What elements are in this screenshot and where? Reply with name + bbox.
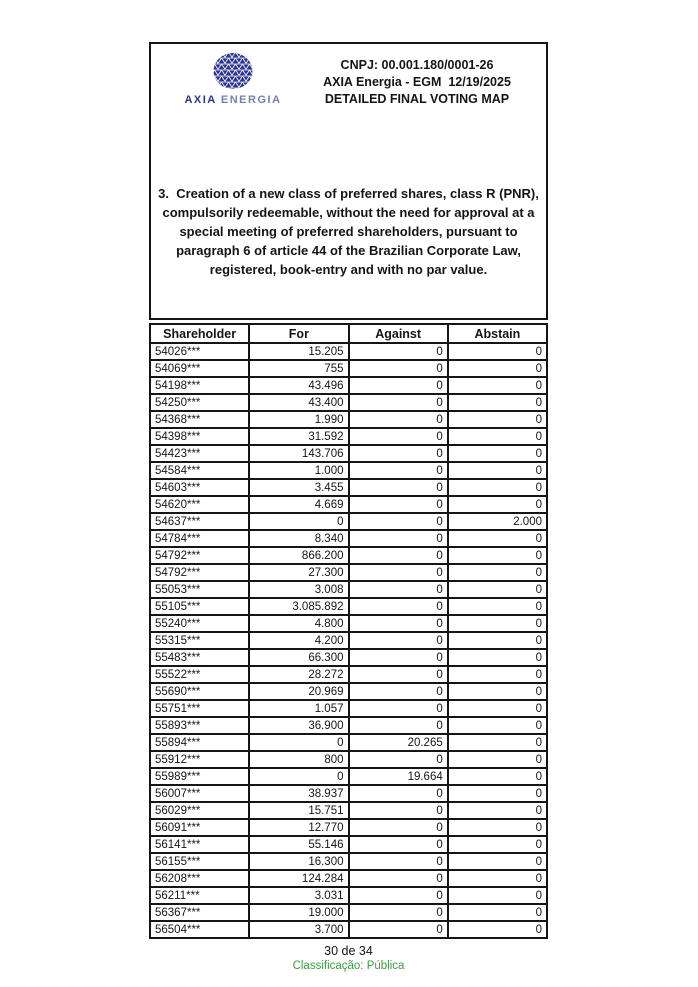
for-cell: 19.000 [249,904,348,921]
page-number: 30 de 34 [324,944,373,958]
meeting-line: AXIA Energia - EGM 12/19/2025 [323,75,511,89]
abstain-cell: 0 [448,751,547,768]
against-cell: 0 [349,904,448,921]
table-row [150,445,547,462]
shareholder-cell: 56091*** [150,819,249,836]
table-row [150,377,547,394]
abstain-cell: 0 [448,377,547,394]
against-cell: 0 [349,496,448,513]
against-cell: 0 [349,428,448,445]
shareholder-cell: 56155*** [150,853,249,870]
shareholder-cell: 56211*** [150,887,249,904]
classification-label: Classificação: Pública [292,960,405,972]
shareholder-cell: 54250*** [150,394,249,411]
shareholder-cell: 56007*** [150,785,249,802]
for-cell: 38.937 [249,785,348,802]
against-cell: 0 [349,598,448,615]
table-row [150,921,547,938]
for-cell: 800 [249,751,348,768]
abstain-cell: 0 [448,836,547,853]
table-row [150,819,547,836]
table-header-row [150,324,547,343]
page-footer [149,943,548,974]
against-cell: 0 [349,343,448,360]
against-cell: 0 [349,360,448,377]
document-header [291,57,543,108]
against-cell: 0 [349,921,448,938]
for-cell: 12.770 [249,819,348,836]
table-row [150,598,547,615]
for-cell: 8.340 [249,530,348,547]
for-cell: 0 [249,513,348,530]
shareholder-cell: 55483*** [150,649,249,666]
against-cell: 0 [349,462,448,479]
for-cell: 143.706 [249,445,348,462]
table-row [150,479,547,496]
against-cell: 0 [349,479,448,496]
for-cell: 27.300 [249,564,348,581]
shareholder-cell: 54069*** [150,360,249,377]
shareholder-cell: 56141*** [150,836,249,853]
shareholder-cell: 55240*** [150,615,249,632]
against-cell: 0 [349,717,448,734]
abstain-cell: 0 [448,700,547,717]
abstain-cell: 0 [448,853,547,870]
resolution-text: 3. Creation of a new class of preferred shares, class R (PNR), compulsorily redeemable, without the need for approval at a special meeting of preferred shareholders, pursuant to paragraph 6 of article 44 of the Brazilian Corporate Law, registered, book-entry and with no par value. [158,186,543,277]
shareholder-cell: 54198*** [150,377,249,394]
abstain-cell: 0 [448,632,547,649]
against-cell: 0 [349,666,448,683]
abstain-cell: 0 [448,734,547,751]
shareholder-cell: 56029*** [150,802,249,819]
for-cell: 3.031 [249,887,348,904]
against-cell: 0 [349,785,448,802]
cnpj-line: CNPJ: 00.001.180/0001-26 [340,58,494,72]
for-cell: 3.700 [249,921,348,938]
shareholder-cell: 54620*** [150,496,249,513]
against-cell: 0 [349,632,448,649]
for-cell: 43.400 [249,394,348,411]
against-cell: 0 [349,377,448,394]
abstain-cell: 0 [448,666,547,683]
for-cell: 4.200 [249,632,348,649]
shareholder-cell: 55912*** [150,751,249,768]
for-cell: 66.300 [249,649,348,666]
logo-wordmark [177,94,289,106]
shareholder-cell: 55105*** [150,598,249,615]
logo-wordmark-primary: AXIA [184,94,217,106]
abstain-cell: 0 [448,394,547,411]
table-row [150,785,547,802]
abstain-cell: 0 [448,343,547,360]
table-row [150,411,547,428]
table-row [150,530,547,547]
for-cell: 31.592 [249,428,348,445]
shareholder-cell: 54603*** [150,479,249,496]
against-cell: 0 [349,530,448,547]
against-cell: 0 [349,564,448,581]
table-row [150,751,547,768]
voting-table [149,323,548,939]
column-header-abstain: Abstain [448,324,547,343]
shareholder-cell: 54584*** [150,462,249,479]
abstain-cell: 0 [448,785,547,802]
shareholder-cell: 56208*** [150,870,249,887]
abstain-cell: 0 [448,428,547,445]
table-row [150,343,547,360]
for-cell: 16.300 [249,853,348,870]
header-box [149,42,548,320]
for-cell: 3.008 [249,581,348,598]
table-row [150,581,547,598]
abstain-cell: 0 [448,717,547,734]
shareholder-cell: 55751*** [150,700,249,717]
against-cell: 0 [349,700,448,717]
against-cell: 0 [349,887,448,904]
abstain-cell: 0 [448,683,547,700]
table-row [150,428,547,445]
abstain-cell: 0 [448,802,547,819]
shareholder-cell: 54784*** [150,530,249,547]
abstain-cell: 0 [448,904,547,921]
abstain-cell: 0 [448,887,547,904]
against-cell: 0 [349,547,448,564]
for-cell: 755 [249,360,348,377]
shareholder-cell: 55522*** [150,666,249,683]
against-cell: 0 [349,513,448,530]
against-cell: 0 [349,394,448,411]
for-cell: 3.455 [249,479,348,496]
abstain-cell: 0 [448,768,547,785]
abstain-cell: 0 [448,547,547,564]
against-cell: 0 [349,445,448,462]
abstain-cell: 0 [448,360,547,377]
shareholder-cell: 55315*** [150,632,249,649]
document-title: DETAILED FINAL VOTING MAP [324,92,510,106]
company-logo [177,52,289,106]
for-cell: 4.800 [249,615,348,632]
table-row [150,768,547,785]
abstain-cell: 0 [448,870,547,887]
against-cell: 19.664 [349,768,448,785]
table-row [150,836,547,853]
against-cell: 0 [349,615,448,632]
for-cell: 20.969 [249,683,348,700]
against-cell: 0 [349,411,448,428]
for-cell: 4.669 [249,496,348,513]
abstain-cell: 0 [448,819,547,836]
for-cell: 1.990 [249,411,348,428]
abstain-cell: 0 [448,496,547,513]
table-row [150,734,547,751]
abstain-cell: 0 [448,564,547,581]
table-row [150,802,547,819]
table-row [150,513,547,530]
against-cell: 0 [349,853,448,870]
for-cell: 15.751 [249,802,348,819]
table-row [150,887,547,904]
shareholder-cell: 55893*** [150,717,249,734]
against-cell: 0 [349,819,448,836]
against-cell: 20.265 [349,734,448,751]
column-header-for: For [249,324,348,343]
logo-wordmark-secondary: ENERGIA [220,94,282,106]
against-cell: 0 [349,683,448,700]
shareholder-cell: 54792*** [150,564,249,581]
table-row [150,360,547,377]
for-cell: 1.057 [249,700,348,717]
table-row [150,615,547,632]
table-row [150,496,547,513]
table-row [150,632,547,649]
abstain-cell: 0 [448,581,547,598]
shareholder-cell: 54637*** [150,513,249,530]
table-row [150,717,547,734]
column-header-against: Against [349,324,448,343]
document-page [149,42,548,974]
abstain-cell: 0 [448,411,547,428]
abstain-cell: 0 [448,479,547,496]
table-row [150,649,547,666]
for-cell: 0 [249,734,348,751]
table-row [150,904,547,921]
voting-table-body [150,343,547,938]
table-row [150,564,547,581]
for-cell: 36.900 [249,717,348,734]
table-row [150,462,547,479]
abstain-cell: 0 [448,615,547,632]
table-row [150,666,547,683]
abstain-cell: 0 [448,921,547,938]
for-cell: 28.272 [249,666,348,683]
column-header-shareholder: Shareholder [150,324,249,343]
shareholder-cell: 54368*** [150,411,249,428]
abstain-cell: 0 [448,649,547,666]
table-row [150,394,547,411]
against-cell: 0 [349,751,448,768]
shareholder-cell: 54026*** [150,343,249,360]
table-row [150,870,547,887]
against-cell: 0 [349,836,448,853]
table-row [150,853,547,870]
for-cell: 0 [249,768,348,785]
shareholder-cell: 56504*** [150,921,249,938]
shareholder-cell: 55894*** [150,734,249,751]
table-row [150,547,547,564]
for-cell: 124.284 [249,870,348,887]
for-cell: 1.000 [249,462,348,479]
shareholder-cell: 55989*** [150,768,249,785]
against-cell: 0 [349,581,448,598]
for-cell: 866.200 [249,547,348,564]
against-cell: 0 [349,802,448,819]
abstain-cell: 0 [448,445,547,462]
for-cell: 15.205 [249,343,348,360]
for-cell: 43.496 [249,377,348,394]
against-cell: 0 [349,870,448,887]
shareholder-cell: 54423*** [150,445,249,462]
for-cell: 3.085.892 [249,598,348,615]
logo-sphere-icon [211,52,255,92]
table-row [150,683,547,700]
shareholder-cell: 56367*** [150,904,249,921]
against-cell: 0 [349,649,448,666]
shareholder-cell: 54792*** [150,547,249,564]
abstain-cell: 0 [448,462,547,479]
for-cell: 55.146 [249,836,348,853]
shareholder-cell: 55053*** [150,581,249,598]
shareholder-cell: 55690*** [150,683,249,700]
shareholder-cell: 54398*** [150,428,249,445]
table-row [150,700,547,717]
abstain-cell: 0 [448,598,547,615]
abstain-cell: 0 [448,530,547,547]
abstain-cell: 2.000 [448,513,547,530]
